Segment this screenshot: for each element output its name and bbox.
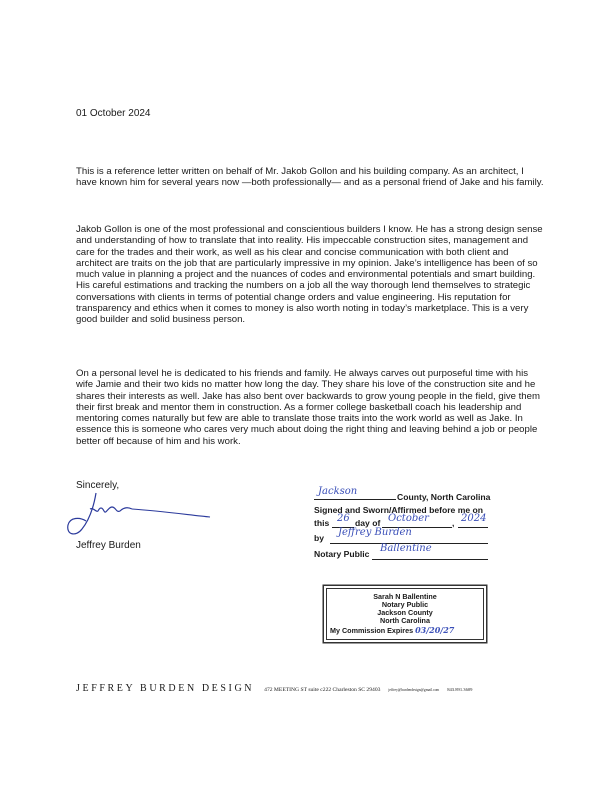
stamp-name: Sarah N Ballentine bbox=[373, 592, 437, 601]
notary-comma: , bbox=[452, 518, 455, 528]
year-underline bbox=[458, 527, 488, 528]
stamp-expiry-handwritten: 03/20/27 bbox=[415, 625, 455, 635]
notary-public-label: Notary Public bbox=[314, 549, 370, 559]
notary-public-signature: Ballentine bbox=[380, 543, 432, 554]
firm-name: JEFFREY BURDEN DESIGN bbox=[76, 683, 255, 694]
notary-sworn-line: Signed and Sworn/Affirmed before me on bbox=[314, 505, 484, 515]
closing: Sincerely, bbox=[76, 480, 120, 491]
stamp-title: Notary Public bbox=[381, 600, 429, 609]
stamp-county: Jackson County bbox=[377, 608, 433, 617]
paragraph-personal: On a personal level he is dedicated to his friends and family. He always carves out purposeful time with his wife Jamie and their two kids no matter how long the day. They share his love of the construction site and he shares their interests as well. Jake has also bent over backwards to grow young people in the field, give them their first break and mentor them in construction. As a former college basketball coach his leadership and mentoring comes naturally but few are able to translate those traits into the work world as well as Jake. In essence this is someone who cares very much about doing the right thing and leaving behind a job or people better off because of him and his work. bbox=[76, 368, 540, 447]
signer-name: Jeffrey Burden bbox=[76, 540, 141, 551]
firm-phone: 843.891.3609 bbox=[447, 687, 473, 692]
notary-county-label: County, North Carolina bbox=[397, 492, 491, 502]
stamp-state: North Carolina bbox=[380, 616, 430, 625]
notary-by-label: by bbox=[314, 533, 325, 543]
handwritten-signature bbox=[60, 487, 220, 543]
stamp-expiry bbox=[330, 625, 454, 635]
notary-this-label: this bbox=[314, 518, 330, 528]
stamp-expiry-label: My Commission Expires bbox=[330, 626, 414, 635]
paragraph-professional: Jakob Gollon is one of the most professional and conscientious builders I know. He has a strong design sense and understanding of how to translate that into reality. His impeccable construction sites, management and care for the trades and their work, as well as his clear and concise communication with both client and architect are traits on the job that are particularly impressive in my opinion. Jake’s intelligence has been of so much value in planning a project and the nuances of codes and environmental potentials and smart building. His careful estimations and tracking the numbers on a job all the way thorough lend themselves to strategic conversations with clients in terms of potential change orders and value engineering. His reputation for transparency and ethics when it comes to money is also worth noting in today’s marketplace. This is a very good builder and solid business person. bbox=[76, 224, 543, 326]
notary-public-underline bbox=[372, 559, 488, 560]
notary-stamp-text bbox=[327, 593, 483, 625]
firm-email: jeffrey@burdendesign@gmail.com bbox=[388, 688, 440, 692]
paragraph-intro: This is a reference letter written on behalf of Mr. Jakob Gollon and his building company. As an architect, I have known him for several years now —both professionally— and as a personal friend of Jake and his family. bbox=[76, 166, 544, 189]
notary-year-handwritten: 2024 bbox=[461, 513, 487, 524]
notary-day-handwritten: 26 bbox=[337, 513, 350, 524]
letter-date: 01 October 2024 bbox=[76, 108, 151, 119]
letterhead-footer bbox=[76, 678, 472, 696]
notary-month-handwritten: October bbox=[388, 513, 429, 524]
notary-county-handwritten: Jackson bbox=[318, 486, 358, 497]
county-underline bbox=[314, 499, 396, 500]
notary-dayof-label: day of bbox=[355, 518, 381, 528]
notary-by-handwritten: Jeffrey Burden bbox=[338, 527, 412, 538]
firm-address: 472 MEETING ST suite c222 Charleston SC 29403 bbox=[264, 687, 381, 693]
